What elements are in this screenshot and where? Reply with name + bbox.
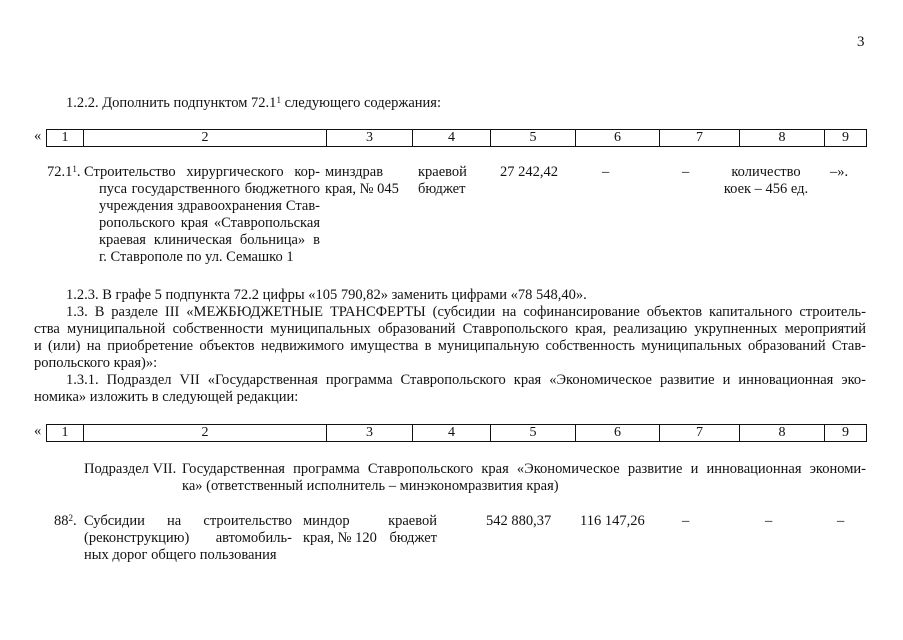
name-line: краевая клиническая больница» в [99,232,320,248]
name-line: ропольского края «Ставропольская [99,215,320,231]
col9-value: – [837,513,845,529]
col-header: 2 [84,130,327,147]
col8-line: коек – 456 ед. [723,181,809,197]
paragraph-line: ропольского края)»: [34,355,158,371]
subsection-line: Государственная программа Ставропольского края «Экономическое развитие и инновационная экономи- [182,461,866,477]
col-header: 5 [491,130,576,147]
page-number: 3 [857,34,865,50]
col9-value: –». [830,164,849,180]
budget-cell [387,513,437,547]
col6-value: – [602,164,610,180]
row-number-dot: . [73,513,77,529]
col-header: 2 [84,425,327,442]
row-number-sup: 1 [72,164,77,174]
col8-cell [721,164,811,198]
col6-value: 116 147,26 [580,513,645,529]
object-name-cell [84,164,320,266]
paragraph-line: и (или) на приобретение объектов недвижимого имущества в муниципальную собственность муниципальных образований Став- [34,338,866,354]
budget-line: краевой [418,164,467,180]
col-header: 6 [576,130,660,147]
col-header: 7 [660,425,740,442]
quote-open-1: « [34,128,42,144]
name-line: ных дорог общего пользования [84,547,277,563]
responsible-line: края, № 045 [325,181,399,197]
col-header: 3 [327,425,413,442]
budget-line: бюджет [418,181,466,197]
col-header: 3 [327,130,413,147]
subsection-line: ка» (ответственный исполнитель – минэкономразвития края) [182,478,559,494]
responsible-line: минздрав [325,164,384,180]
responsible-line: миндор [303,513,350,529]
col-header: 1 [47,130,84,147]
row-number-dot: . [76,164,81,180]
paragraph-line: ства муниципальной собственности муниципальных образований Ставропольского края, реализацию укрупненных мероприятий [34,321,866,337]
name-line: Строительство хирургического кор- [84,164,320,180]
responsible-cell [303,513,377,547]
paragraph-1-2-2 [66,95,441,112]
col-header: 8 [740,425,825,442]
responsible-cell [325,164,399,198]
object-name-cell [84,513,292,564]
row-number [54,513,77,530]
paragraph-line: 1.3. В разделе III «МЕЖБЮДЖЕТНЫЕ ТРАНСФЕРТЫ (субсидии на софинансирование объектов капитального строитель- [66,304,866,320]
col7-value: – [682,513,690,529]
quote-open-2: « [34,423,42,439]
col-header: 4 [413,130,491,147]
column-header-table-1 [46,129,867,147]
paragraph-1-3 [34,304,866,372]
budget-line: бюджет [389,530,437,546]
row-number-text: 72.1 [47,164,73,180]
col8-line: количество [731,164,801,180]
name-line: Субсидии на строительство [84,513,292,529]
row-number-sup: 2 [68,513,73,523]
col-header: 9 [825,130,867,147]
subsection-title [182,461,866,495]
col7-value: – [682,164,690,180]
col-header: 6 [576,425,660,442]
col-header: 9 [825,425,867,442]
paragraph-line: 1.3.1. Подраздел VII «Государственная программа Ставропольского края «Экономическое развитие и инновационная эко- [66,372,866,388]
responsible-line: края, № 120 [303,530,377,546]
name-line: г. Ставрополе по ул. Семашко 1 [99,249,294,265]
col-header: 8 [740,130,825,147]
paragraph-1-2-2-sup: 1 [276,95,281,105]
subsection-label: Подраздел VII. [84,461,177,477]
col-header: 5 [491,425,576,442]
col-header: 1 [47,425,84,442]
col8-value: – [765,513,773,529]
name-line: пуса государственного бюджетного [99,181,320,197]
paragraph-1-2-3: 1.2.3. В графе 5 подпункта 72.2 цифры «105 790,82» заменить цифрами «78 548,40». [66,287,587,303]
paragraph-1-2-2-text: 1.2.2. Дополнить подпунктом 72.1 [66,95,277,111]
budget-line: краевой [388,513,437,529]
col5-value: 542 880,37 [486,513,552,529]
column-header-table-2 [46,424,867,442]
paragraph-1-3-1 [34,372,866,406]
budget-cell [418,164,467,198]
row-number-text: 88 [54,513,69,529]
col-header: 4 [413,425,491,442]
row-number [47,164,81,181]
paragraph-line: номика» изложить в следующей редакции: [34,389,299,405]
name-line: учреждения здравоохранения Став- [99,198,320,214]
paragraph-1-2-2-end: следующего содержания: [280,95,442,111]
name-line: (реконструкцию) автомобиль- [84,530,292,546]
col5-value: 27 242,42 [500,164,558,180]
col-header: 7 [660,130,740,147]
